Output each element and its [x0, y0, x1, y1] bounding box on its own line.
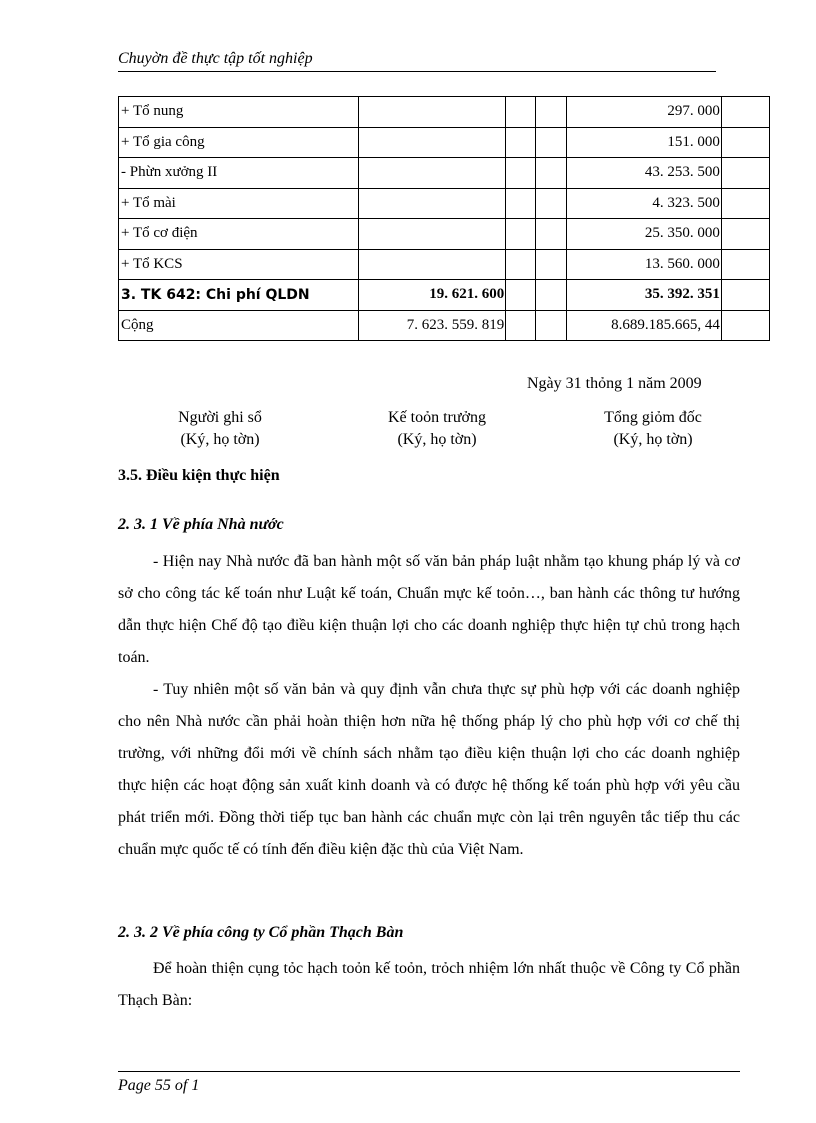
empty-cell [506, 219, 535, 250]
signature-note: (Ký, họ tờn) [180, 431, 260, 448]
signature-role: Kế toỏn trưởng [387, 409, 486, 426]
empty-cell [721, 219, 769, 250]
empty-cell [721, 127, 769, 158]
row-debit [358, 158, 506, 189]
empty-cell [535, 97, 566, 128]
table-row [119, 158, 770, 189]
empty-cell [721, 158, 769, 189]
signature-role: Người ghi sổ [178, 409, 262, 426]
signature-role: Tổng giỏm đốc [604, 409, 702, 426]
row-debit [358, 127, 506, 158]
header-title: Chuyờn đề thực tập tốt nghiệp [118, 50, 313, 67]
table-row [119, 97, 770, 128]
row-total: 8.689.185.665, 44 [566, 310, 721, 341]
row-debit [358, 188, 506, 219]
empty-cell [506, 310, 535, 341]
empty-cell [506, 249, 535, 280]
signature-block [150, 407, 290, 451]
paragraph-group [118, 953, 740, 1017]
empty-cell [721, 97, 769, 128]
empty-cell [721, 249, 769, 280]
row-label: Cộng [119, 310, 359, 341]
row-debit [358, 219, 506, 250]
empty-cell [535, 310, 566, 341]
header-divider [118, 71, 716, 72]
row-total: 297. 000 [566, 97, 721, 128]
section-heading: 3.5. Điều kiện thực hiện [118, 467, 280, 484]
row-total: 35. 392. 351 [566, 280, 721, 311]
empty-cell [506, 127, 535, 158]
empty-cell [535, 219, 566, 250]
subsection-heading: 2. 3. 1 Về phía Nhà nước [118, 516, 284, 533]
row-debit: 7. 623. 559. 819 [358, 310, 506, 341]
signature-block [362, 407, 512, 451]
row-label: + Tổ nung [119, 97, 359, 128]
table-row [119, 127, 770, 158]
table-row [119, 188, 770, 219]
table-row [119, 280, 770, 311]
empty-cell [721, 188, 769, 219]
empty-cell [535, 280, 566, 311]
ledger-table [118, 96, 770, 341]
signature-note: (Ký, họ tờn) [397, 431, 477, 448]
empty-cell [506, 158, 535, 189]
row-label: + Tổ mài [119, 188, 359, 219]
page-number: Page 55 of 1 [118, 1077, 200, 1094]
empty-cell [721, 280, 769, 311]
row-debit [358, 97, 506, 128]
paragraph: - Tuy nhiên một số văn bản và quy định vẫn chưa thực sự phù hợp với các doanh nghiệp cho nên Nhà nước cần phải hoàn thiện hơn nữa hệ thống pháp lý cho phù hợp với cơ chế thị trường, với những đổi mới về chính sách nhằm tạo điều kiện thuận lợi cho các doanh nghiệp thực hiện các hoạt động sản xuất kinh doanh và có được hệ thống kế toán phù hợp với yêu cầu phát triển mới. Đồng thời tiếp tục ban hành các chuẩn mực còn lại trên nguyên tắc tiếp thu các chuẩn mực quốc tế có tính đến điều kiện đặc thù của Việt Nam. [118, 681, 740, 858]
row-total: 4. 323. 500 [566, 188, 721, 219]
empty-cell [506, 97, 535, 128]
empty-cell [535, 249, 566, 280]
table-row [119, 219, 770, 250]
row-debit: 19. 621. 600 [358, 280, 506, 311]
row-total: 43. 253. 500 [566, 158, 721, 189]
date-line: Ngày 31 thỏng 1 năm 2009 [527, 375, 702, 392]
paragraph: - Hiện nay Nhà nước đã ban hành một số văn bản pháp luật nhằm tạo khung pháp lý và cơ sở cho công tác kế toán như Luật kế toán, Chuẩn mực kế toỏn…, ban hành các thông tư hướng dẫn thực hiện Chế độ tạo điều kiện thuận lợi cho các doanh nghiệp thực hiện tự chủ trong hạch toán. [118, 553, 740, 666]
footer-divider [118, 1071, 740, 1072]
row-label: - Phừn xưởng II [119, 158, 359, 189]
empty-cell [535, 188, 566, 219]
row-total: 13. 560. 000 [566, 249, 721, 280]
row-debit [358, 249, 506, 280]
empty-cell [535, 127, 566, 158]
row-label: + Tổ gia công [119, 127, 359, 158]
paragraph: Để hoàn thiện cụng tỏc hạch toỏn kế toỏn, trỏch nhiệm lớn nhất thuộc về Công ty Cổ phần Thạch Bàn: [118, 960, 740, 1009]
empty-cell [506, 188, 535, 219]
row-label: + Tổ KCS [119, 249, 359, 280]
empty-cell [506, 280, 535, 311]
subsection-heading: 2. 3. 2 Về phía công ty Cổ phần Thạch Bàn [118, 924, 404, 941]
table-row [119, 249, 770, 280]
signature-note: (Ký, họ tờn) [613, 431, 693, 448]
row-total: 25. 350. 000 [566, 219, 721, 250]
signature-block [578, 407, 728, 451]
empty-cell [535, 158, 566, 189]
table-row [119, 310, 770, 341]
empty-cell [721, 310, 769, 341]
row-label: 3. TK 642: Chi phí QLDN [119, 280, 359, 311]
paragraph-group [118, 546, 740, 866]
row-total: 151. 000 [566, 127, 721, 158]
row-label: + Tổ cơ điện [119, 219, 359, 250]
